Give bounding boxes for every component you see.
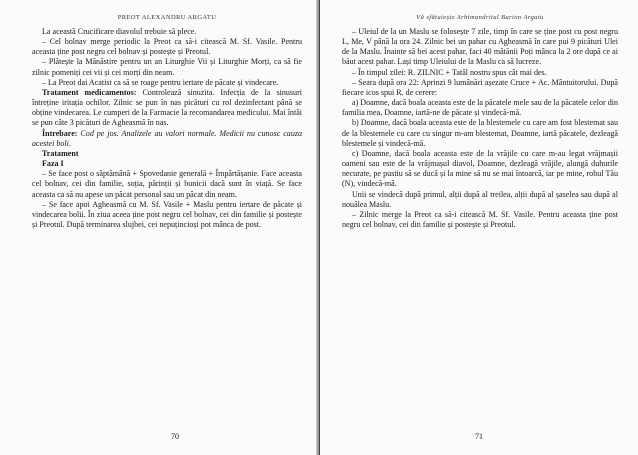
left-page-number: 70 xyxy=(171,432,179,441)
paragraph: – Se face post o săptămână + Spovedanie generală + Împărtășanie. Face aceasta cel bolnav, cei din familie, soția, părinții și bunicii dacă sunt în viață. Se face aceasta ca să nu apese un păcat personal sau un păcat din neam. xyxy=(32,169,302,199)
paragraph: La această Crucificare diavolul trebuie să plece. xyxy=(42,27,197,36)
paragraph: – Se face apoi Agheasmă cu M. Sf. Vasile + Maslu pentru iertare de păcate și vindecarea bolii. În ziua aceea ține post negru cel bolnav, cei din familie și postește și Preotul. După terminarea slujbei, cei nepuțincioși pot mânca de post. xyxy=(32,199,302,229)
right-page-body xyxy=(342,27,618,230)
treatment-text: Controlează sinuzita. Infecția de la sinusuri întreține iritația ochilor. Zilnic se pun în nas picături cu rol dezinfectant până se obține vindecarea. Le cumperi de la Farmacie la recomandarea medicului. Mai întâi se pun câte 3 picături de Agheasmă în nas. xyxy=(32,87,303,128)
paragraph: – Seara după ora 22: Aprinzi 9 lumânări așezate Cruce + Ac. Mântuitorului. După fiecare icos spui R. de cerere: xyxy=(342,77,618,97)
paragraph: – Cel bolnav merge periodic la Preot ca să-i citească M. Sf. Vasile. Pentru aceasta ține post negru cel bolnav și postește și Preotul. xyxy=(32,37,302,57)
treatment-label: Tratament medicamentos: xyxy=(42,87,137,97)
right-page-number: 71 xyxy=(475,432,483,441)
paragraph: – Uleiul de la un Maslu se folosește 7 zile, timp în care se ține post cu post negru L, Me, V până la ora 24. Zilnic bei un pahar cu Agheasmă în care pui 9 picături Ulei de la Maslu. Înainte să bei acest pahar, faci 40 mătănii Poți mânca la 2 ore după ce ai băut acest pahar. Lași timp Uleiului de la Maslu ca să lucreze. xyxy=(342,27,618,67)
paragraph: a) Doamne, dacă boala aceasta este de la păcatele mele sau de la păcatele celor din familia mea, Doamne, iartă-ne de păcate și vindecă-mă. xyxy=(342,98,618,118)
treatment-paragraph xyxy=(32,88,302,129)
heading-phase: Faza I xyxy=(42,159,64,169)
paragraph: – Zilnic merge la Preot ca să-i citească M. Sf. Vasile. Pentru aceasta ține post negru cel bolnav, cei din familie și postește și Preotul. xyxy=(342,209,618,229)
paragraph: – Plătește la Mănăstire pentru un an Liturghie Vii și Liturghie Morți, ca să fie zilnic pomeniți cei vii și cei morți din neam. xyxy=(32,57,302,77)
left-running-head: PREOT ALEXANDRU ARGATU xyxy=(117,14,217,21)
paragraph: c) Doamne, dacă boala aceasta este de la vrăjile cu care m-au legat vrăjmașii oameni sau este de la vrăjmașul diavol, Doamne, dezleagă vrăjile, alungă duhurile necurate, pe pustiu să se ducă și la mine să nu se mai întoarcă, iar pe mine, robul Tău (N), vindecă-mă. xyxy=(342,148,618,189)
paragraph: b) Doamne, dacă boala aceasta este de la blestemele cu care am fost blestemat sau de la blestemele cu care cu singur m-am blestemat, Doamne, iartă păcatele, dezleagă blestemele și vindecă-mă. xyxy=(342,118,618,148)
question-paragraph xyxy=(32,129,302,149)
question-text: Cod pe jos. Analizele au valori normale. Medicii nu cunosc cauza acestei boli. xyxy=(32,128,302,148)
right-page xyxy=(320,0,638,455)
paragraph: Unii se vindecă după primul, alții după al treilea, alții după al șaselea sau după al nouălea Maslu. xyxy=(342,189,618,209)
right-running-head: Vă sfătuiește Arhimandritul Barion Argatu xyxy=(416,14,544,21)
left-page-body xyxy=(32,27,302,230)
paragraph: – În timpul zilei: R. ZILNIC + Tatăl nostru spus cât mai des. xyxy=(352,67,547,77)
heading-treatment: Tratament xyxy=(42,148,79,158)
paragraph: – La Preot dai Acatist ca să se roage pentru iertare de păcate și vindecare. xyxy=(42,77,279,87)
left-page xyxy=(0,0,318,455)
question-label: Întrebare: xyxy=(42,128,78,138)
